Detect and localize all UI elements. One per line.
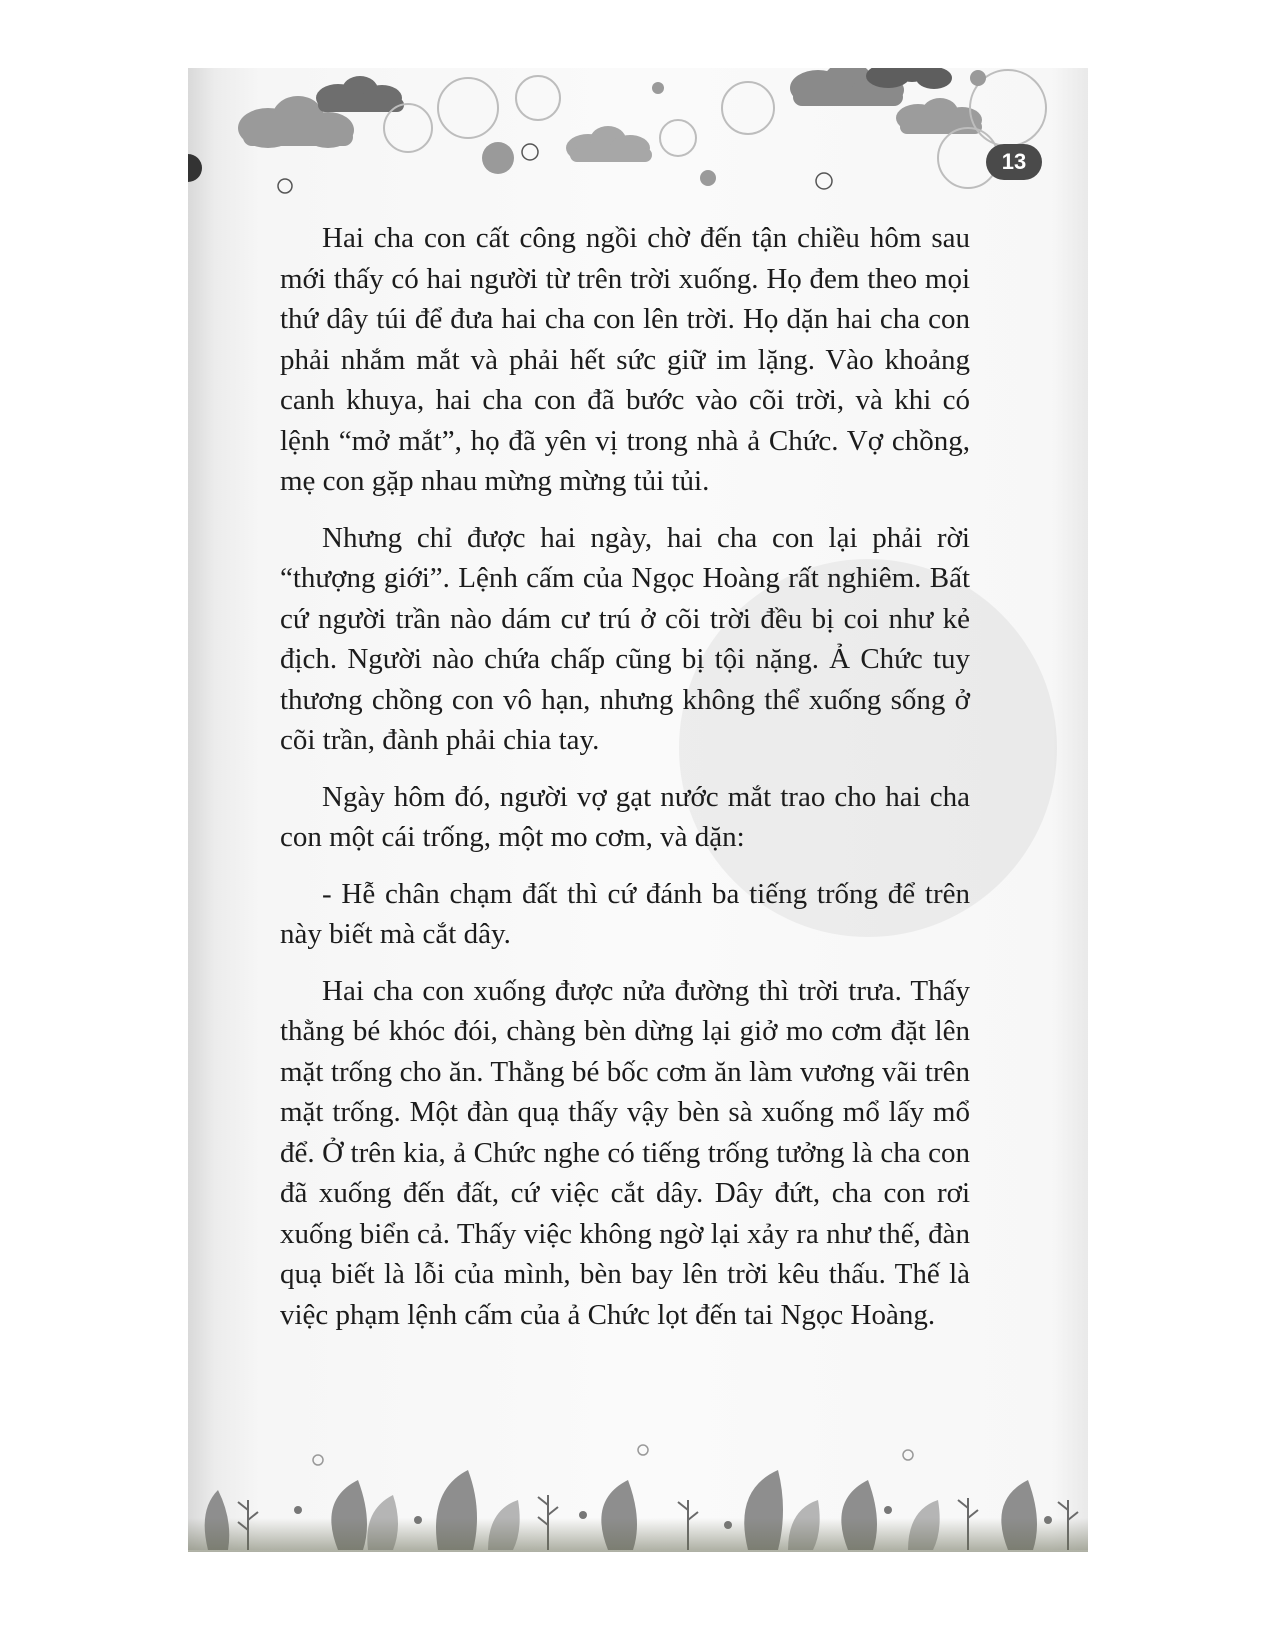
paragraph: Hai cha con xuống được nửa đường thì trời trưa. Thấy thằng bé khóc đói, chàng bèn dừng lại giở mo cơm đặt lên mặt trống cho ăn. Thằng bé bốc cơm ăn làm vương vãi trên mặt trống. Một đàn quạ thấy vậy bèn sà xuống mổ lấy mổ để. Ở trên kia, ả Chức nghe có tiếng trống tưởng là cha con đã xuống đến đất, cứ việc cắt dây. Dây đứt, cha con rơi xuống biển cả. Thấy việc không ngờ lại xảy ra như thế, đàn quạ biết là lỗi của mình, bèn bay lên trời kêu thấu. Thế là việc phạm lệnh cấm của ả Chức lọt đến tai Ngọc Hoàng.	[280, 974, 970, 1331]
paragraph: Ngày hôm đó, người vợ gạt nước mắt trao cho hai cha con một cái trống, một mo cơm, và dặn:	[280, 780, 970, 853]
clouds-and-bubbles-illustration	[188, 68, 1088, 218]
page-number-badge: 13	[986, 144, 1042, 180]
book-page	[188, 68, 1088, 1550]
paragraph: Hai cha con cất công ngồi chờ đến tận chiều hôm sau mới thấy có hai người từ trên trời xuống. Họ đem theo mọi thứ dây túi để đưa hai cha con lên trời. Họ dặn hai cha con phải nhắm mắt và phải hết sức giữ im lặng. Vào khoảng canh khuya, hai cha con đã bước vào cõi trời, và khi có lệnh “mở mắt”, họ đã yên vị trong nhà ả Chức. Vợ chồng, mẹ con gặp nhau mừng mừng tủi tủi.	[280, 222, 970, 497]
page-edge-shadow	[188, 1518, 1088, 1552]
story-text	[280, 218, 970, 1351]
paragraph: Nhưng chỉ được hai ngày, hai cha con lại phải rời “thượng giới”. Lệnh cấm của Ngọc Hoàng rất nghiêm. Bất cứ người trần nào dám cư trú ở cõi trời đều bị coi như kẻ địch. Người nào chứa chấp cũng bị tội nặng. Ả Chức tuy thương chồng con vô hạn, nhưng không thể xuống sống ở cõi trần, đành phải chia tay.	[280, 521, 970, 756]
dialogue-line: - Hễ chân chạm đất thì cứ đánh ba tiếng trống để trên này biết mà cắt dây.	[280, 877, 970, 950]
